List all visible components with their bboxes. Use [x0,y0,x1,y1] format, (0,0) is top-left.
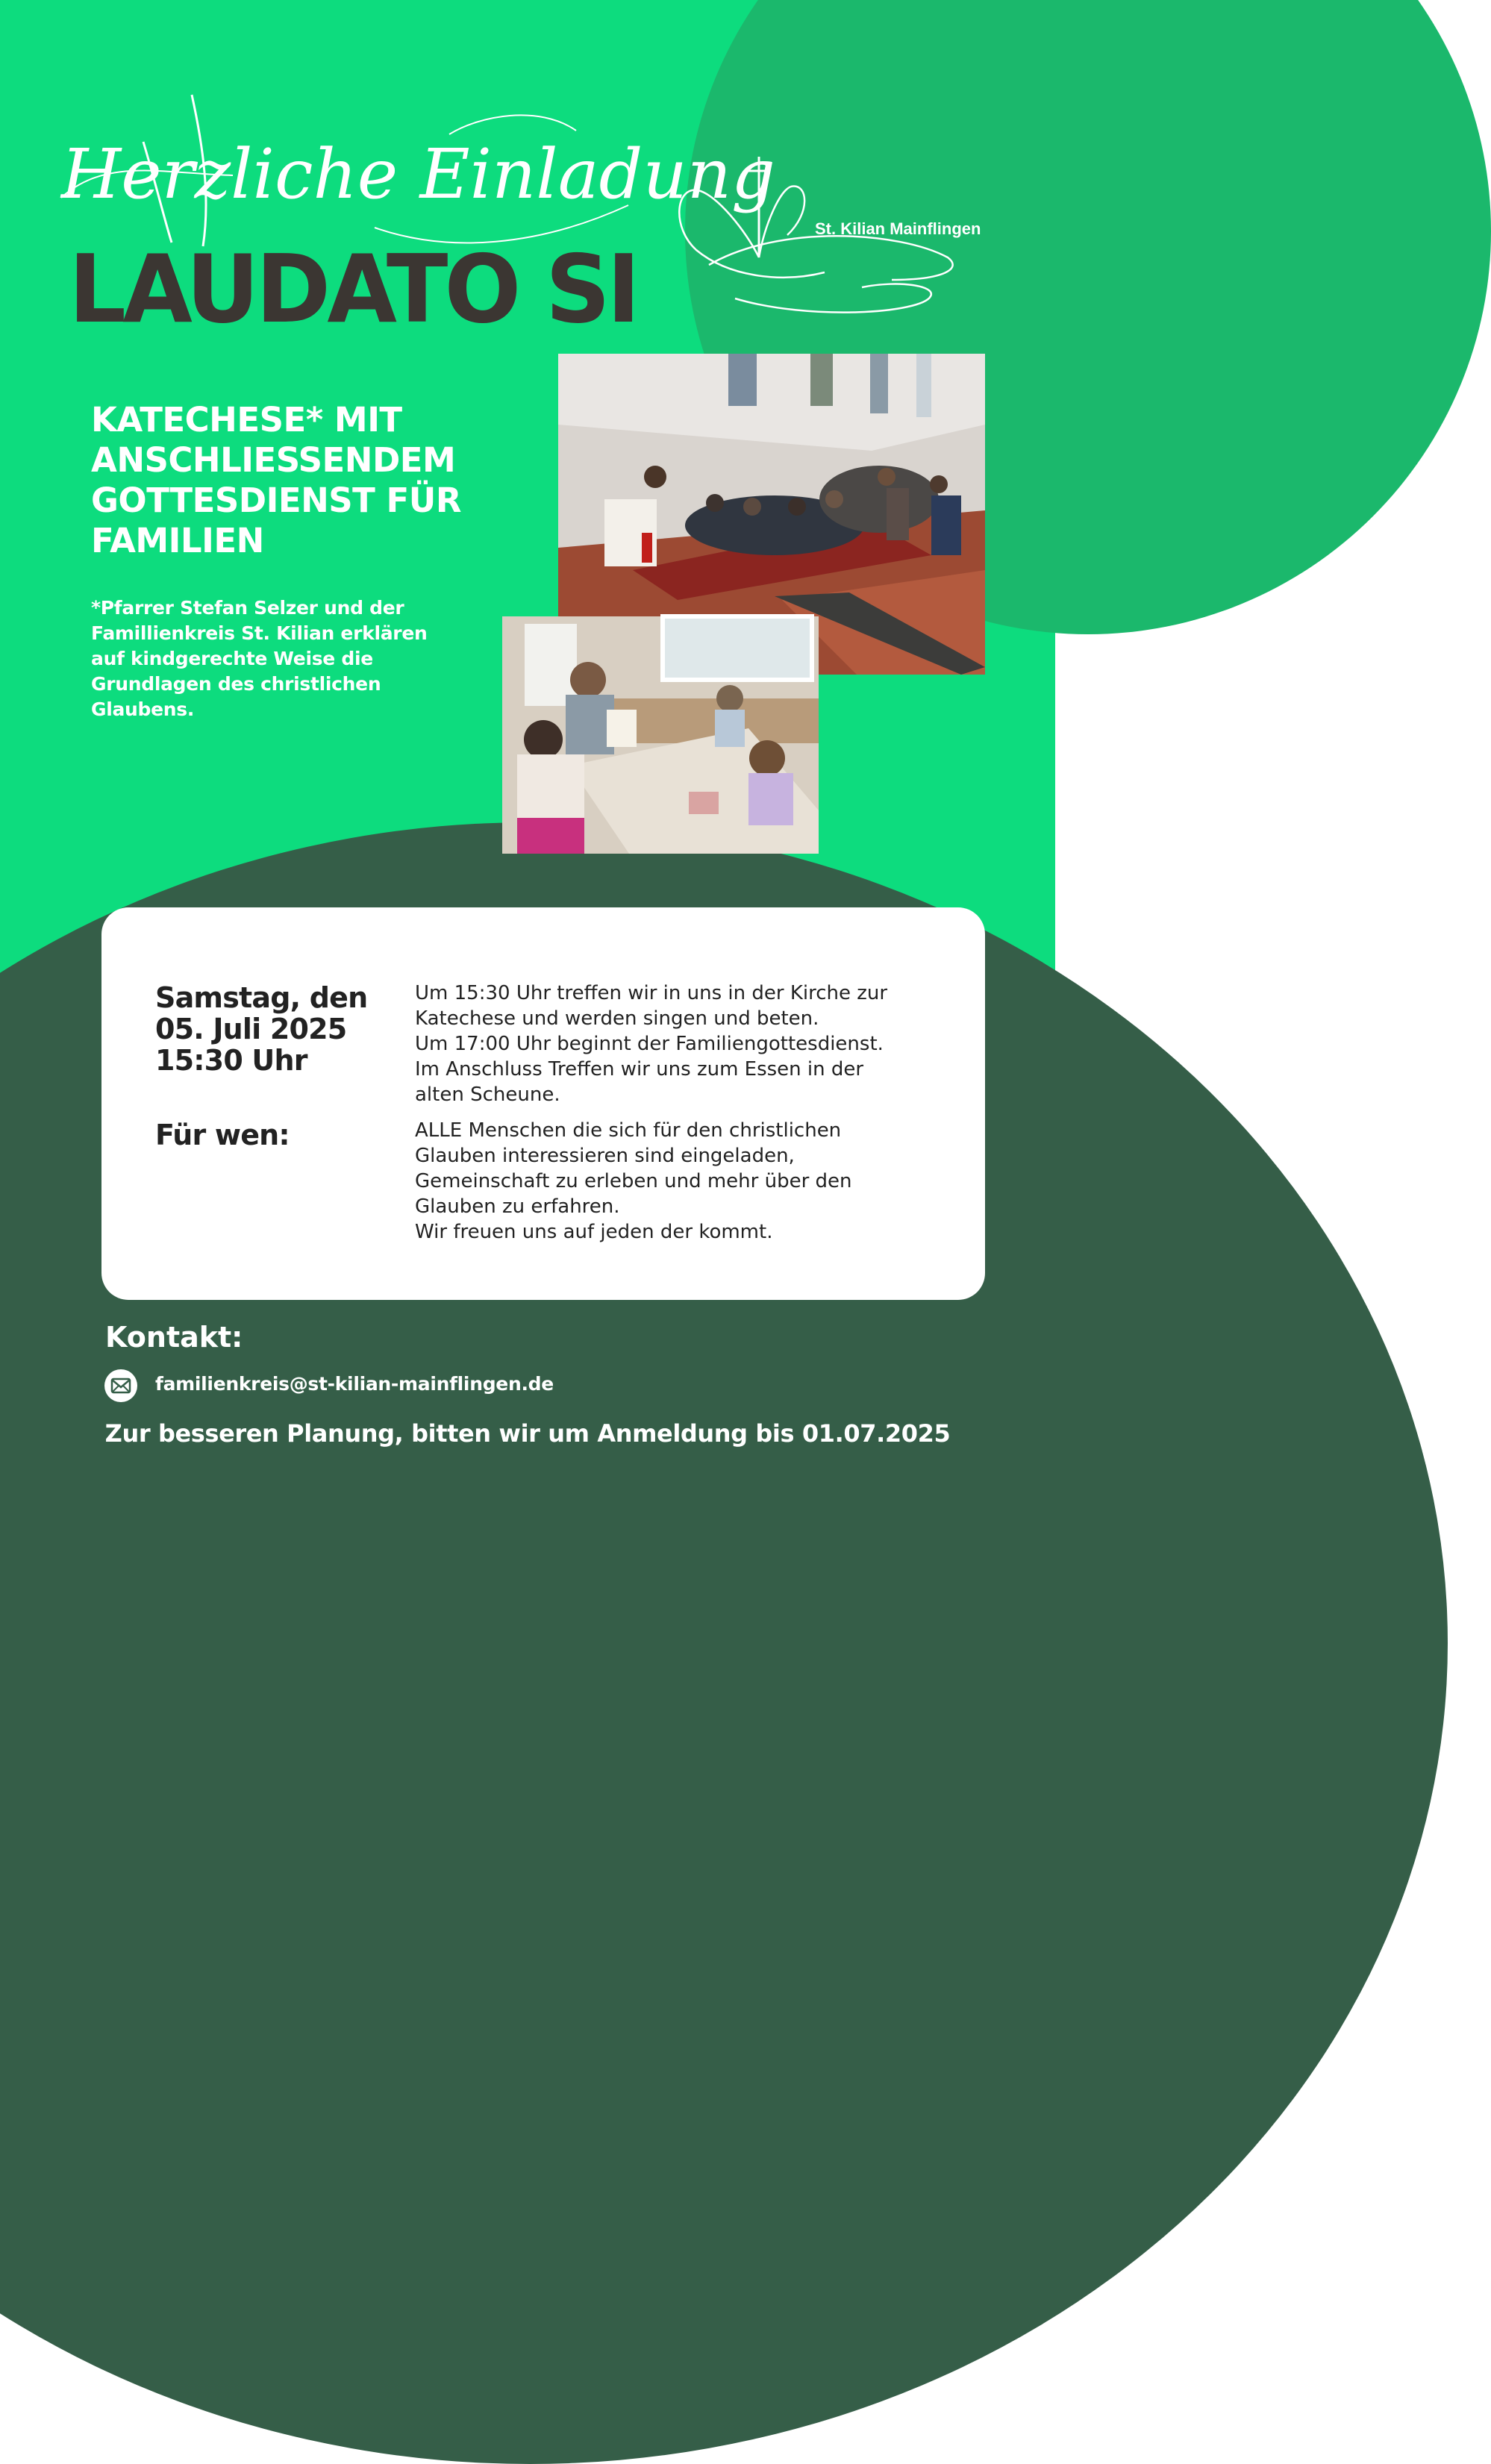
event-subtitle: KATECHESE* MIT ANSCHLIESSENDEM GOTTESDIENST FÜR FAMILIEN [91,400,461,560]
mail-icon [104,1369,137,1402]
main-title: LAUDATO SI [69,234,637,344]
script-title-graphic [61,86,775,257]
event-date: Samstag, den 05. Juli 2025 15:30 Uhr [155,981,368,1077]
invitation-poster [0,0,1055,1492]
event-details-card [101,907,985,1300]
contact-email-link[interactable]: familienkreis@st-kilian-mainflingen.de [155,1373,554,1395]
schedule-description: Um 15:30 Uhr treffen wir in uns in der Kirche zur Katechese und werden singen und beten. Um 17:00 Uhr beginnt der Familiengottesdienst. Im Anschluss Treffen wir uns zum Essen in der alten Scheune. [415,982,888,1106]
event-footnote: *Pfarrer Stefan Selzer und der Famillienkreis St. Kilian erklären auf kindgerechte Weise die Grundlagen des christlichen Glaubens. [91,597,428,720]
heart-cross-logo [675,153,951,328]
contact-heading: Kontakt: [105,1321,243,1354]
classroom-activity-photo [502,616,819,854]
audience-description: ALLE Menschen die sich für den christlichen Glauben interessieren sind eingeladen, Gemeinschaft zu erleben und mehr über den Glauben zu erfahren. Wir freuen uns auf jeden der kommt. [415,1119,852,1243]
script-title-text: Herzliche Einladung [61,134,775,214]
audience-label: Für wen: [155,1119,290,1151]
script-title [61,86,775,257]
organization-name: St. Kilian Mainflingen [815,219,981,238]
registration-note: Zur besseren Planung, bitten wir um Anmeldung bis 01.07.2025 [104,1419,951,1448]
